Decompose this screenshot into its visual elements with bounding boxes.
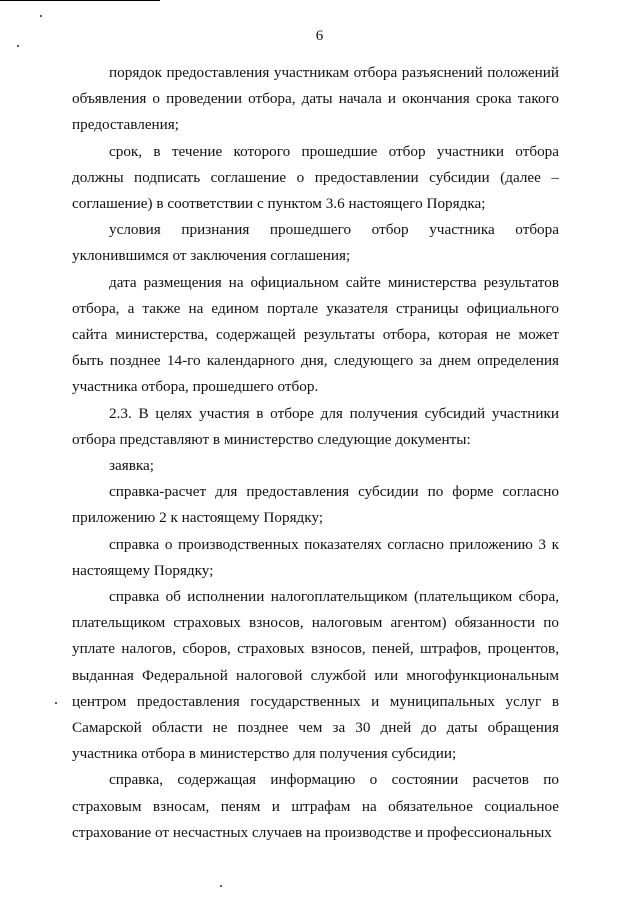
paragraph: срок, в течение которого прошедшие отбор участники отбора должны подписать соглашение о предоставлении субсидии (далее – соглашение) в соответствии с пунктом 3.6 настоящего Порядка; bbox=[72, 142, 559, 213]
paragraph: порядок предоставления участникам отбора разъяснений положений объявления о проведении отбора, даты начала и окончания срока такого предоставления; bbox=[72, 64, 559, 134]
paragraph: справка, содержащая информацию о состоянии расчетов по страховым взносам, пеням и штрафам на обязательное социальное страхование от несчастных случаев на производстве и профессиональных bbox=[72, 771, 559, 841]
paragraph: справка об исполнении налогоплательщиком (плательщиком сбора, плательщиком страховых взносов, налоговым агентом) обязанности по уплате налогов, сборов, страховых взносов, пеней, штрафов, процентов, выданная Федеральной налоговой службой или многофункциональным центром предоставления государственных и муниципальных услуг в Самарской области не позднее чем за 30 дней до даты обращения участника отбора в министерство для получения субсидии; bbox=[72, 588, 559, 763]
scan-speck bbox=[17, 45, 19, 47]
scan-speck bbox=[55, 702, 57, 704]
paragraph: дата размещения на официальном сайте министерства результатов отбора, а также на едином портале указателя страницы официального сайта министерства, содержащей результаты отбора, которая не может быть позднее 14-го календарного дня, следующего за днем определения участника отбора, прошедшего отбор. bbox=[72, 273, 559, 396]
scan-edge-line bbox=[0, 0, 160, 1]
scan-speck bbox=[220, 885, 222, 887]
document-body bbox=[72, 60, 559, 846]
paragraph: 2.3. В целях участия в отборе для получения субсидий участники отбора представляют в министерство следующие документы: bbox=[72, 404, 559, 448]
paragraph: заявка; bbox=[109, 457, 155, 475]
paragraph: справка о производственных показателях согласно приложению 3 к настоящему Порядку; bbox=[72, 535, 559, 579]
scan-speck bbox=[40, 15, 42, 17]
page-number: 6 bbox=[315, 28, 324, 44]
paragraph: справка-расчет для предоставления субсидии по форме согласно приложению 2 к настоящему Порядку; bbox=[72, 483, 559, 527]
paragraph: условия признания прошедшего отбор участника отбора уклонившимся от заключения соглашения; bbox=[72, 221, 559, 265]
